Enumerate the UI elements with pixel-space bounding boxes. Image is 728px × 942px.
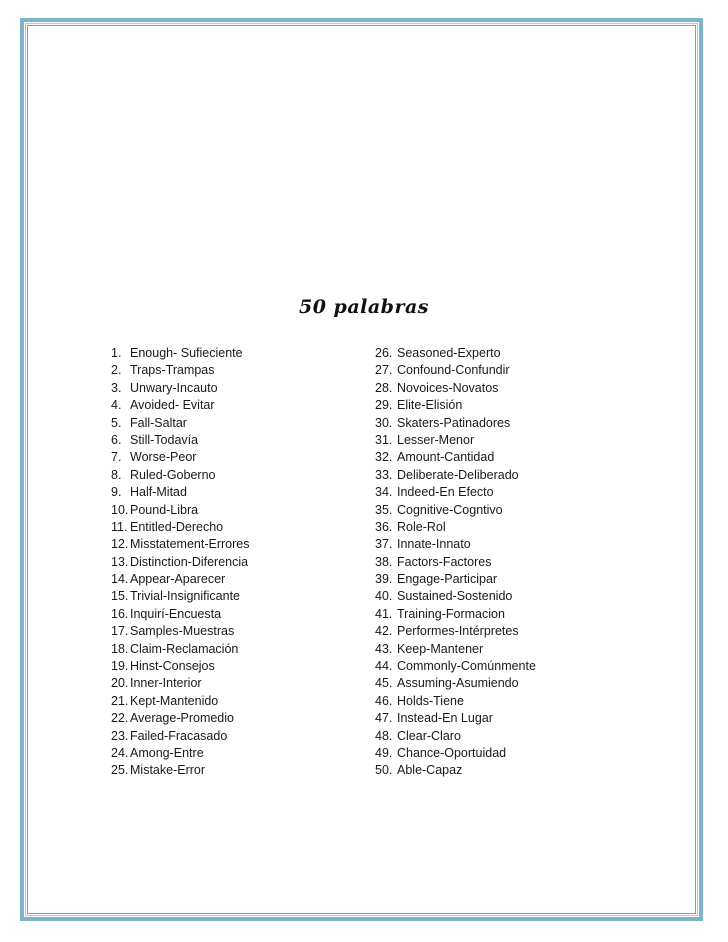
list-item-number: 33. <box>375 467 393 482</box>
list-item <box>111 536 351 553</box>
list-item-number: 45. <box>375 676 393 691</box>
list-item <box>375 762 635 779</box>
list-item <box>111 484 351 501</box>
list-item-number: 19. <box>111 659 129 674</box>
list-item-text: Elite-Elisión <box>397 398 463 413</box>
list-item-text: Confound-Confundir <box>397 363 510 378</box>
list-item-number: 48. <box>375 728 393 743</box>
list-item <box>111 467 351 484</box>
list-item-text: Ruled-Goberno <box>130 467 216 482</box>
list-item <box>375 362 635 379</box>
list-item-number: 50. <box>375 763 393 778</box>
list-item <box>375 432 635 449</box>
list-item <box>111 519 351 536</box>
list-item-text: Deliberate-Deliberado <box>397 467 519 482</box>
list-item-text: Worse-Peor <box>130 450 197 465</box>
list-item-text: Commonly-Comúnmente <box>397 659 536 674</box>
list-item-number: 7. <box>111 450 122 465</box>
list-item <box>111 449 351 466</box>
list-item-number: 44. <box>375 659 393 674</box>
list-item <box>111 693 351 710</box>
list-item-text: Assuming-Asumiendo <box>397 676 519 691</box>
list-item-number: 8. <box>111 467 122 482</box>
list-item-number: 13. <box>111 554 129 569</box>
list-item <box>111 762 351 779</box>
list-item-text: Instead-En Lugar <box>397 711 493 726</box>
list-item-number: 32. <box>375 450 393 465</box>
list-item-number: 9. <box>111 485 122 500</box>
list-item <box>375 606 635 623</box>
list-item-number: 21. <box>111 693 129 708</box>
list-item <box>375 710 635 727</box>
list-item-number: 10. <box>111 502 129 517</box>
list-item <box>111 675 351 692</box>
list-item-text: Kept-Mantenido <box>130 693 219 708</box>
list-item <box>375 519 635 536</box>
list-item-number: 41. <box>375 606 393 621</box>
list-item-number: 39. <box>375 572 393 587</box>
list-item-text: Half-Mitad <box>130 485 187 500</box>
list-item-text: Samples-Muestras <box>130 624 235 639</box>
list-item-text: Among-Entre <box>130 745 204 760</box>
list-item-text: Holds-Tiene <box>397 693 464 708</box>
list-item <box>111 728 351 745</box>
list-item <box>111 745 351 762</box>
list-item-text: Sustained-Sostenido <box>397 589 513 604</box>
list-item-text: Indeed-En Efecto <box>397 485 494 500</box>
list-item-number: 36. <box>375 519 393 534</box>
list-item <box>375 588 635 605</box>
list-item-number: 15. <box>111 589 129 604</box>
list-item-text: Inner-Interior <box>130 676 202 691</box>
list-item-number: 12. <box>111 537 129 552</box>
list-item-text: Fall-Saltar <box>130 415 187 430</box>
word-list-left <box>111 345 351 780</box>
list-item-text: Novoices-Novatos <box>397 380 499 395</box>
page-title: 50 palabras <box>299 296 429 318</box>
word-list-right <box>375 345 635 780</box>
list-item-text: Failed-Fracasado <box>130 728 228 743</box>
list-item-text: Cognitive-Cogntivo <box>397 502 503 517</box>
list-item-text: Lesser-Menor <box>397 432 475 447</box>
list-item <box>375 484 635 501</box>
list-item-number: 30. <box>375 415 393 430</box>
list-item-text: Seasoned-Experto <box>397 346 501 360</box>
list-item-text: Clear-Claro <box>397 728 461 743</box>
list-item-number: 2. <box>111 363 122 378</box>
list-item <box>111 571 351 588</box>
list-item-text: Engage-Participar <box>397 572 498 587</box>
list-item <box>111 345 351 362</box>
list-item-text: Misstatement-Errores <box>130 537 250 552</box>
list-item <box>111 588 351 605</box>
list-item-number: 25. <box>111 763 129 778</box>
list-item <box>375 728 635 745</box>
list-item-number: 47. <box>375 711 393 726</box>
list-item <box>111 380 351 397</box>
list-item-number: 18. <box>111 641 129 656</box>
list-item <box>375 380 635 397</box>
list-item-text: Trivial-Insignificante <box>130 589 240 604</box>
list-item <box>111 623 351 640</box>
list-item-text: Traps-Trampas <box>130 363 215 378</box>
list-item-text: Avoided- Evitar <box>130 398 215 413</box>
list-item <box>375 641 635 658</box>
list-item-number: 26. <box>375 346 393 360</box>
list-item <box>111 362 351 379</box>
list-item <box>111 710 351 727</box>
list-item-text: Inquirí-Encuesta <box>130 606 222 621</box>
list-item-number: 6. <box>111 432 122 447</box>
list-item-number: 31. <box>375 432 393 447</box>
list-item <box>111 397 351 414</box>
list-item <box>111 658 351 675</box>
list-item-number: 46. <box>375 693 393 708</box>
list-item-text: Still-Todavía <box>130 432 199 447</box>
list-item <box>375 397 635 414</box>
list-item <box>111 415 351 432</box>
list-item <box>375 693 635 710</box>
list-item <box>375 536 635 553</box>
list-item-text: Claim-Reclamación <box>130 641 239 656</box>
list-item <box>375 449 635 466</box>
list-item-number: 49. <box>375 745 393 760</box>
list-item-number: 23. <box>111 728 129 743</box>
list-item-text: Chance-Oportuidad <box>397 745 507 760</box>
list-item-text: Pound-Libra <box>130 502 199 517</box>
list-item-text: Unwary-Incauto <box>130 380 218 395</box>
list-item-text: Appear-Aparecer <box>130 572 226 587</box>
list-item-text: Mistake-Error <box>130 763 206 778</box>
list-item-number: 1. <box>111 346 122 360</box>
list-item-text: Amount-Cantidad <box>397 450 495 465</box>
list-item-text: Distinction-Diferencia <box>130 554 249 569</box>
list-item <box>375 658 635 675</box>
list-item <box>111 641 351 658</box>
list-item-number: 35. <box>375 502 393 517</box>
list-item <box>111 606 351 623</box>
list-item-number: 34. <box>375 485 393 500</box>
list-item-text: Enough- Sufieciente <box>130 346 243 360</box>
list-item <box>375 415 635 432</box>
list-item-number: 29. <box>375 398 393 413</box>
list-item <box>375 467 635 484</box>
list-item-number: 38. <box>375 554 393 569</box>
list-item <box>375 554 635 571</box>
list-item-text: Innate-Innato <box>397 537 471 552</box>
list-item-number: 22. <box>111 711 129 726</box>
list-item <box>375 675 635 692</box>
list-item-number: 27. <box>375 363 393 378</box>
list-item-number: 14. <box>111 572 129 587</box>
list-item-number: 11. <box>111 519 128 534</box>
list-item <box>375 623 635 640</box>
list-item-text: Keep-Mantener <box>397 641 484 656</box>
list-item-text: Performes-Intérpretes <box>397 624 519 639</box>
list-item-number: 5. <box>111 415 122 430</box>
list-item-number: 40. <box>375 589 393 604</box>
list-item <box>111 554 351 571</box>
list-item-number: 3. <box>111 380 122 395</box>
list-item <box>375 345 635 362</box>
list-item-text: Able-Capaz <box>397 763 463 778</box>
list-item-number: 16. <box>111 606 129 621</box>
list-item-text: Factors-Factores <box>397 554 492 569</box>
list-item-number: 42. <box>375 624 393 639</box>
list-item-text: Average-Promedio <box>130 711 234 726</box>
list-item-number: 37. <box>375 537 393 552</box>
list-item <box>375 502 635 519</box>
list-item <box>375 745 635 762</box>
list-item-text: Hinst-Consejos <box>130 659 215 674</box>
list-item-number: 28. <box>375 380 393 395</box>
list-item-text: Entitled-Derecho <box>130 519 224 534</box>
list-item-number: 43. <box>375 641 393 656</box>
list-item-number: 24. <box>111 745 129 760</box>
list-item <box>111 502 351 519</box>
list-item-number: 20. <box>111 676 129 691</box>
list-item-number: 4. <box>111 398 122 413</box>
list-item-number: 17. <box>111 624 129 639</box>
list-item-text: Role-Rol <box>397 519 446 534</box>
list-item-text: Training-Formacion <box>397 606 505 621</box>
list-item <box>375 571 635 588</box>
list-item-text: Skaters-Patinadores <box>397 415 511 430</box>
list-item <box>111 432 351 449</box>
